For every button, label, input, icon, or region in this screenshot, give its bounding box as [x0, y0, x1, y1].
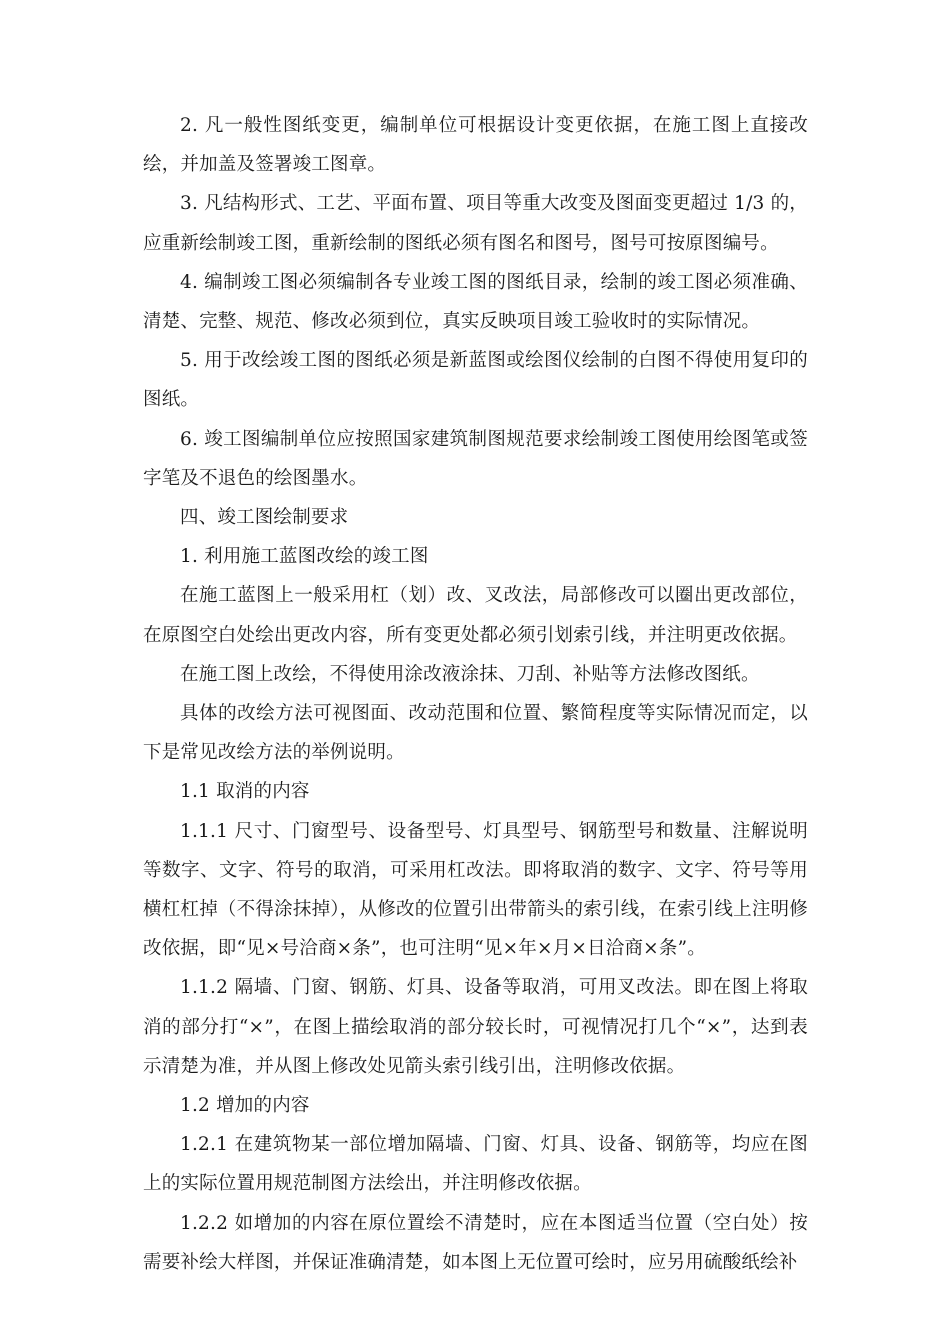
paragraph-1-1-1: 1.1.1 尺寸、门窗型号、设备型号、灯具型号、钢筋型号和数量、注解说明等数字、文字、符号的取消，可采用杠改法。即将取消的数字、文字、符号等用横杠杠掉（不得涂抹掉），从修改的位置引出带箭头的索引线，在索引线上注明修改依据，即“见×号洽商×条”，也可注明“见×年×月×日洽商×条”。 — [143, 820, 808, 960]
paragraph-item-3: 3. 凡结构形式、工艺、平面布置、项目等重大改变及图面变更超过 1/3 的，应重新绘制竣工图，重新绘制的图纸必须有图名和图号，图号可按原图编号。 — [143, 193, 808, 254]
paragraph-1-2-2: 1.2.2 如增加的内容在原位置绘不清楚时，应在本图适当位置（空白处）按需要补绘大样图，并保证准确清楚，如本图上无位置可绘时，应另用硫酸纸绘补 — [143, 1212, 808, 1273]
subsection-heading-1-1: 1.1 取消的内容 — [180, 781, 310, 803]
paragraph-blueprint-method: 在施工蓝图上一般采用杠（划）改、叉改法，局部修改可以圈出更改部位，在原图空白处绘出更改内容，所有变更处都必须引划索引线，并注明更改依据。 — [143, 585, 808, 646]
section-heading-4: 四、竣工图绘制要求 — [180, 507, 349, 529]
subsection-heading-1: 1. 利用施工蓝图改绘的竣工图 — [180, 546, 429, 568]
paragraph-item-4: 4. 编制竣工图必须编制各专业竣工图的图纸目录，绘制的竣工图必须准确、清楚、完整、规范、修改必须到位，真实反映项目竣工验收时的实际情况。 — [143, 271, 808, 333]
paragraph-method-examples: 具体的改绘方法可视图面、改动范围和位置、繁简程度等实际情况而定，以下是常见改绘方法的举例说明。 — [143, 703, 808, 764]
document-page — [143, 106, 808, 1282]
paragraph-item-5: 5. 用于改绘竣工图的图纸必须是新蓝图或绘图仪绘制的白图不得使用复印的图纸。 — [143, 350, 808, 411]
paragraph-1-1-2: 1.1.2 隔墙、门窗、钢筋、灯具、设备等取消，可用叉改法。即在图上将取消的部分打“×”，在图上描绘取消的部分较长时，可视情况打几个“×”，达到表示清楚为准，并从图上修改处见箭头索引线引出，注明修改依据。 — [143, 977, 808, 1077]
subsection-heading-1-2: 1.2 增加的内容 — [180, 1095, 310, 1117]
paragraph-1-2-1: 1.2.1 在建筑物某一部位增加隔墙、门窗、灯具、设备、钢筋等，均应在图上的实际位置用规范制图方法绘出，并注明修改依据。 — [143, 1134, 808, 1195]
paragraph-item-6: 6. 竣工图编制单位应按照国家建筑制图规范要求绘制竣工图使用绘图笔或签字笔及不退色的绘图墨水。 — [143, 428, 808, 489]
paragraph-no-correction-fluid: 在施工图上改绘，不得使用涂改液涂抹、刀刮、补贴等方法修改图纸。 — [180, 663, 760, 685]
paragraph-item-2: 2. 凡一般性图纸变更，编制单位可根据设计变更依据，在施工图上直接改绘，并加盖及签署竣工图章。 — [143, 115, 808, 176]
